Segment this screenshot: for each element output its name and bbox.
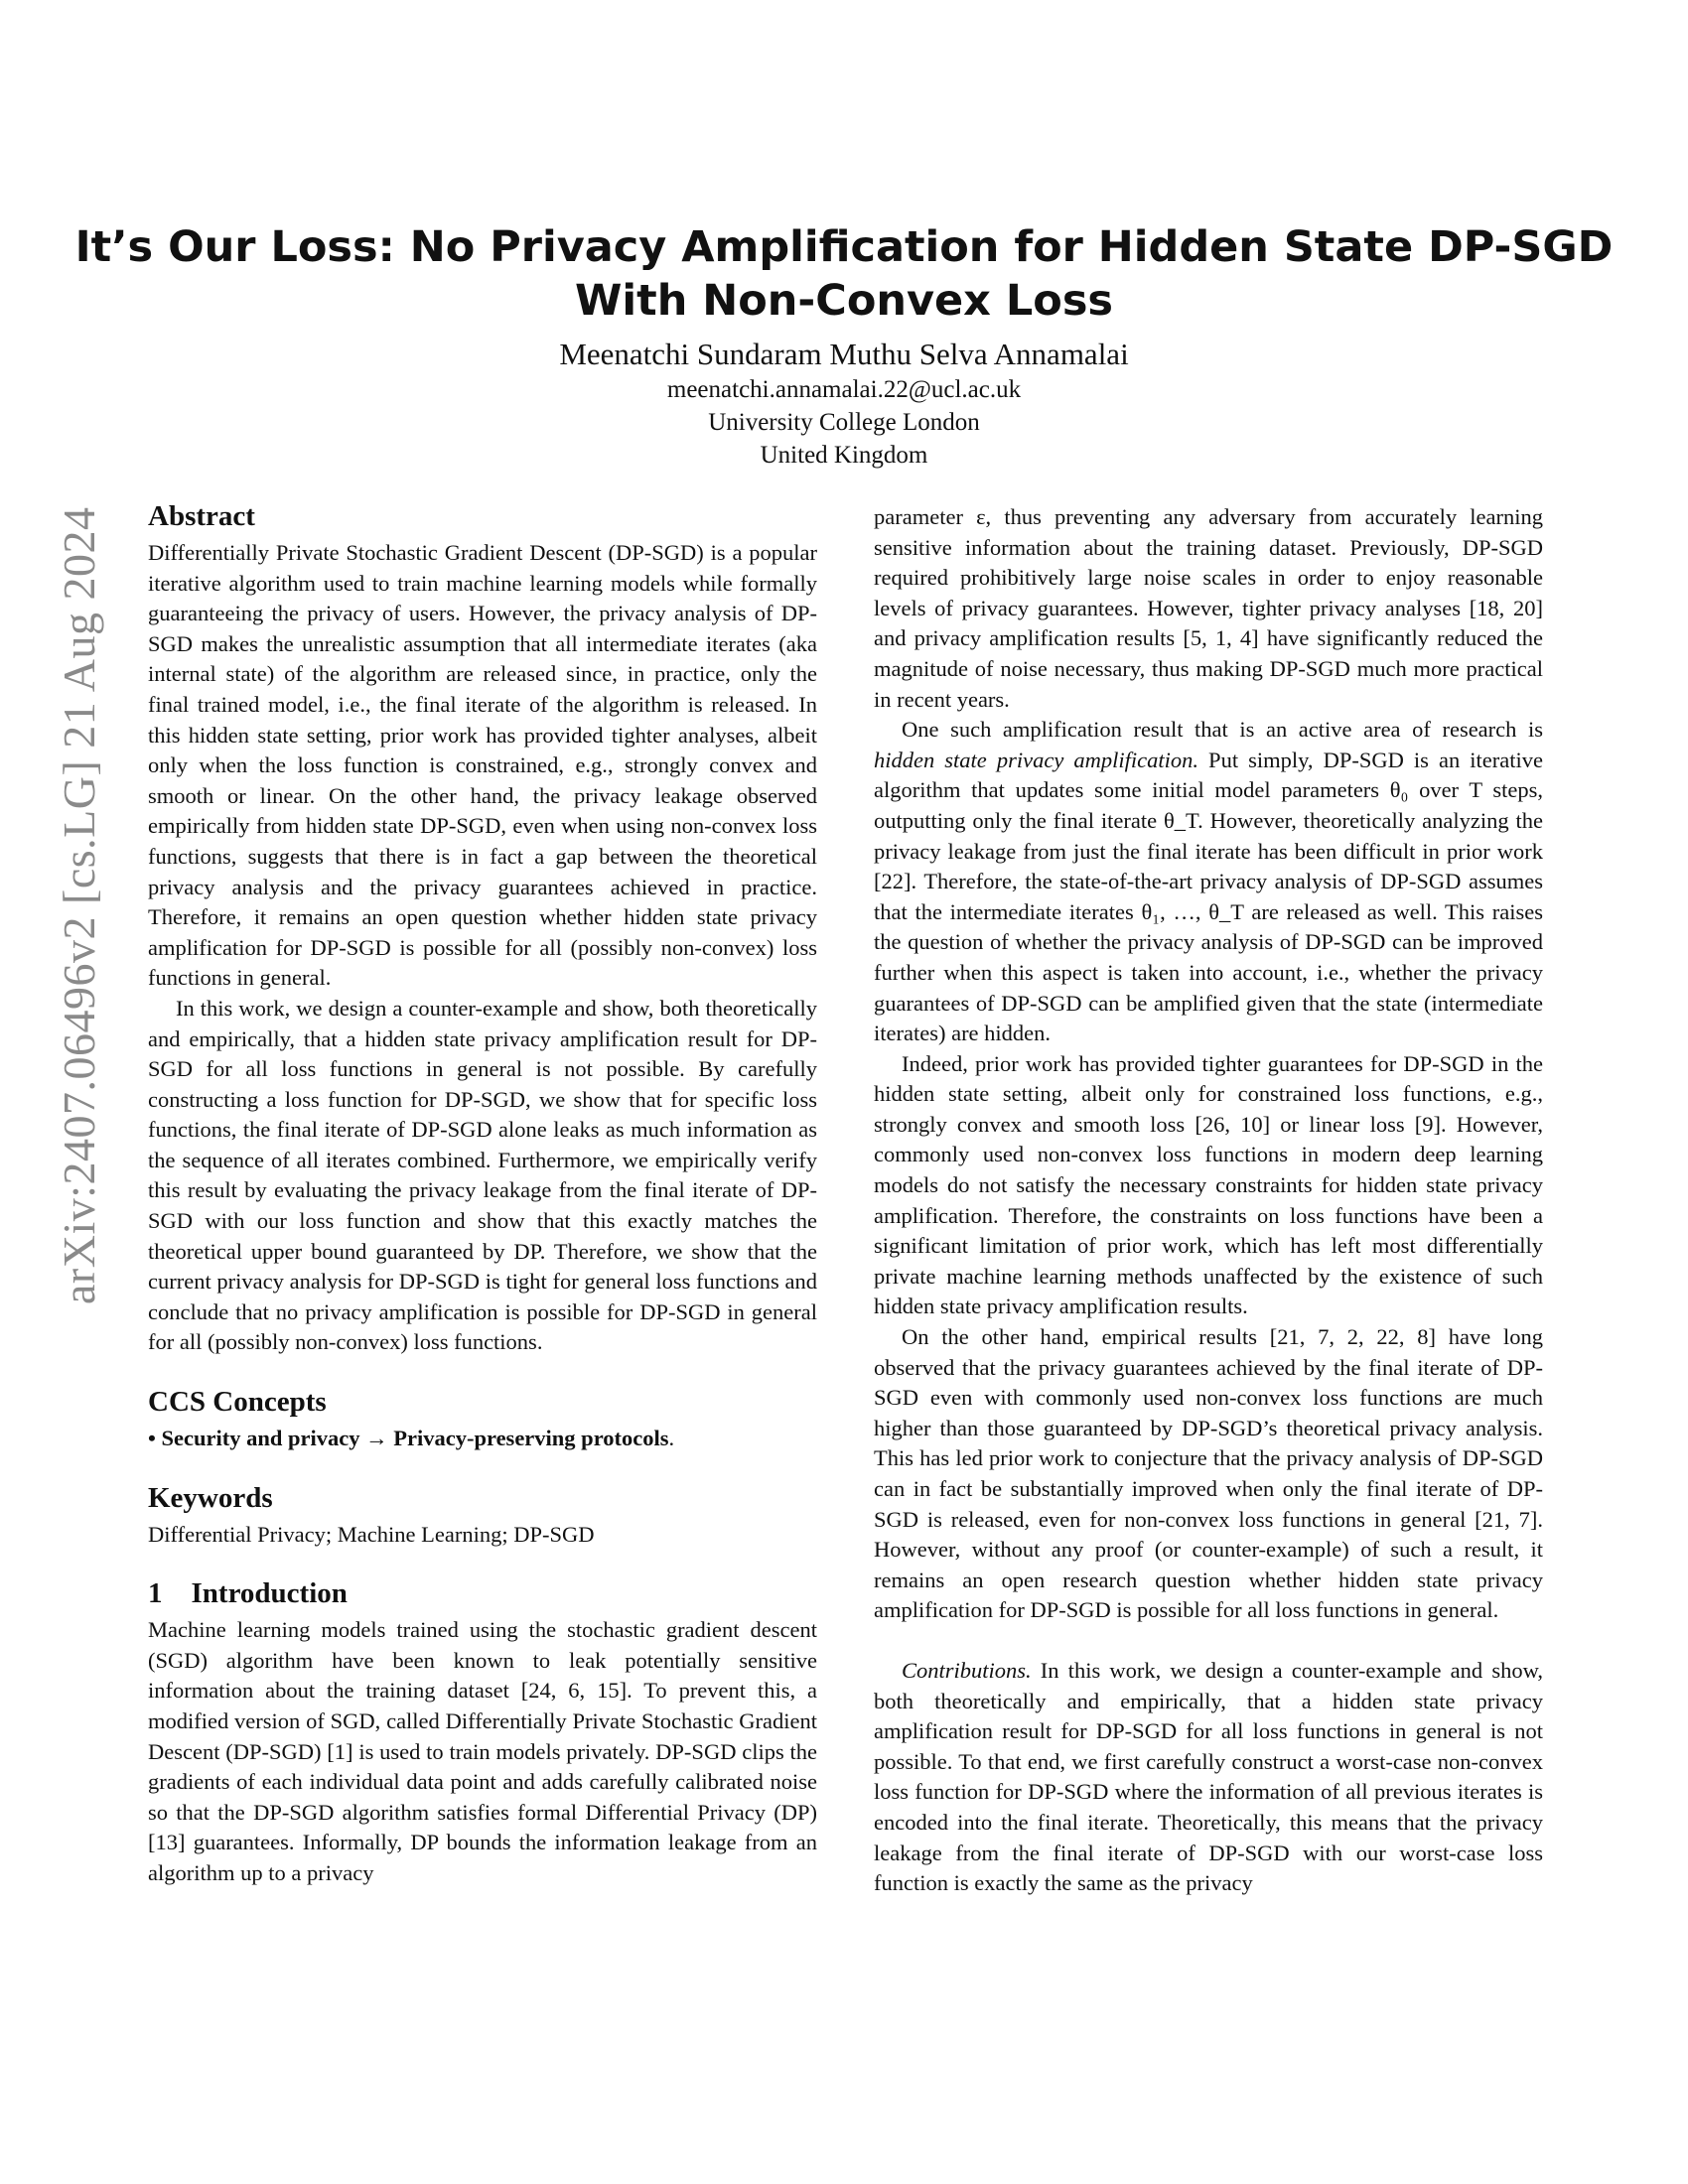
author-country: United Kingdom [760, 442, 928, 469]
title-line-1: It’s Our Loss: No Privacy Amplification for Hidden State DP-SGD [74, 222, 1614, 272]
left-column [148, 498, 817, 1889]
ccs-period: . [668, 1426, 675, 1451]
contributions-paragraph [874, 1656, 1543, 1899]
arxiv-identifier-stamp: arXiv:2407.06496v2 [cs.LG] 21 Aug 2024 [54, 506, 104, 1304]
contributions-label: Contributions. [902, 1657, 1032, 1683]
abstract-heading: Abstract [148, 500, 255, 532]
paper-title [0, 220, 1688, 328]
intro-p2-end: Put simply, DP-SGD is an iterative algorithm that updates some initial model parameters θ₀ over T steps, outputting only the final iterate θ_T. However, theoretically analyzing the privacy leakage from just the final iterate has been difficult in prior work [22]. Therefore, the state-of-the-art privacy analysis of DP-SGD assumes that the intermediate iterates θ₁, …, θ_T are released as well. This raises the question of whether the privacy analysis of DP-SGD can be improved further when this aspect is taken into account, i.e., whether the privacy guarantees of DP-SGD can be amplified given that the state (intermediate iterates) are hidden. [874, 747, 1543, 1046]
contributions-text: In this work, we design a counter-example and show, both theoretically and empirically, that a hidden state privacy amplification result for DP-SGD for all loss functions in general is not possible. To that end, we first carefully construct a worst-case non-convex loss function for DP-SGD where the information of all previous iterates is encoded into the final iterate. Theoretically, this means that the privacy leakage from the final iterate of DP-SGD with our worst-case loss function is exactly the same as the privacy [874, 1657, 1543, 1896]
ccs-concept-security: Security and privacy [161, 1426, 360, 1451]
introduction-heading: 1 Introduction [148, 1577, 348, 1610]
introduction-paragraph-2 [874, 715, 1543, 1049]
abstract-paragraph-1: Differentially Private Stochastic Gradient Descent (DP-SGD) is a popular iterative algorithm used to train machine learning models while formally guaranteeing the privacy of users. However, the privacy analysis of DP-SGD makes the unrealistic assumption that all intermediate iterates (aka internal state) of the algorithm are released since, in practice, only the final trained model, i.e., the final iterate of the algorithm is released. In this hidden state setting, prior work has provided tighter analyses, albeit only when the loss function is constrained, e.g., strongly convex and smooth or linear. On the other hand, the privacy leakage observed empirically from hidden state DP-SGD, even when using non-convex loss functions, suggests that there is in fact a gap between the theoretical privacy analysis and the privacy guarantees achieved in practice. Therefore, it remains an open question whether hidden state privacy amplification for DP-SGD is possible for all (possibly non-convex) loss functions in general. [148, 540, 817, 991]
author-email: meenatchi.annamalai.22@ucl.ac.uk [666, 376, 1022, 403]
abstract-paragraph-2: In this work, we design a counter-example and show, both theoretically and empirically, that a hidden state privacy amplification result for DP-SGD for all loss functions in general is not possible. By carefully constructing a loss function for DP-SGD, we show that for specific loss functions, the final iterate of DP-SGD alone leaks as much information as the sequence of all iterates combined. Furthermore, we empirically verify this result by evaluating the privacy leakage from the final iterate of DP-SGD with our loss function and show that this exactly matches the theoretical upper bound guaranteed by DP. Therefore, we show that the current privacy analysis for DP-SGD is tight for general loss functions and conclude that no privacy amplification is possible for DP-SGD in general for all (possibly non-convex) loss functions. [148, 995, 817, 1355]
intro-p2-start: One such amplification result that is an active area of research is [902, 717, 1543, 743]
author-institution: University College London [708, 409, 980, 436]
ccs-concepts-list [148, 1424, 817, 1454]
introduction-paragraph-4: On the other hand, empirical results [21, 7, 2, 22, 8] have long observed that the privacy guarantees achieved by the final iterate of DP-SGD even with commonly used non-convex loss functions are much higher than those guaranteed by DP-SGD’s theoretical privacy analysis. This has led prior work to conjecture that the privacy analysis of DP-SGD can in fact be substantially improved when only the final iterate of DP-SGD is released, even for non-convex loss functions in general [21, 7]. However, without any proof (or counter-example) of such a result, it remains an open research question whether hidden state privacy amplification for DP-SGD is possible for all loss functions in general. [874, 1324, 1543, 1623]
introduction-paragraph-1: Machine learning models trained using the stochastic gradient descent (SGD) algorithm have been known to leak potentially sensitive information about the training dataset [24, 6, 15]. To prevent this, a modified version of SGD, called Differentially Private Stochastic Gradient Descent (DP-SGD) [1] is used to train models privately. DP-SGD clips the gradients of each individual data point and adds carefully calibrated noise so that the DP-SGD algorithm satisfies formal Differential Privacy (DP) [13] guarantees. Informally, DP bounds the information leakage from an algorithm up to a privacy [148, 1617, 817, 1885]
ccs-concepts-heading: CCS Concepts [148, 1386, 327, 1419]
ccs-arrow-icon: → [365, 1426, 388, 1451]
ccs-bullet: • [148, 1426, 156, 1451]
paper-header [0, 220, 1688, 472]
title-line-2: With Non-Convex Loss [574, 276, 1114, 326]
introduction-paragraph-3: Indeed, prior work has provided tighter guarantees for DP-SGD in the hidden state setting, albeit only for constrained loss functions, e.g., strongly convex and smooth loss [26, 10] or linear loss [9]. However, commonly used non-convex loss functions in modern deep learning models do not satisfy the necessary constraints for hidden state privacy amplification. Therefore, the constraints on loss functions have been a significant limitation of prior work, which has left most differentially private machine learning methods unaffected by the existence of such hidden state privacy amplification results. [874, 1050, 1543, 1319]
right-column [874, 502, 1543, 1899]
ccs-concept-privacy-protocols: Privacy-preserving protocols [393, 1426, 669, 1451]
keywords-heading: Keywords [148, 1481, 273, 1514]
author-name: Meenatchi Sundaram Muthu Selva Annamalai [559, 337, 1129, 371]
hidden-state-term: hidden state privacy amplification. [874, 747, 1198, 772]
introduction-paragraph-1-continued: parameter ε, thus preventing any adversary from accurately learning sensitive information about the training dataset. Previously, DP-SGD required prohibitively large noise scales in order to enjoy reasonable levels of privacy guarantees. However, tighter privacy analyses [18, 20] and privacy amplification results [5, 1, 4] have significantly reduced the magnitude of noise necessary, thus making DP-SGD much more practical in recent years. [874, 504, 1543, 712]
keywords-list: Differential Privacy; Machine Learning; DP-SGD [148, 1521, 595, 1547]
